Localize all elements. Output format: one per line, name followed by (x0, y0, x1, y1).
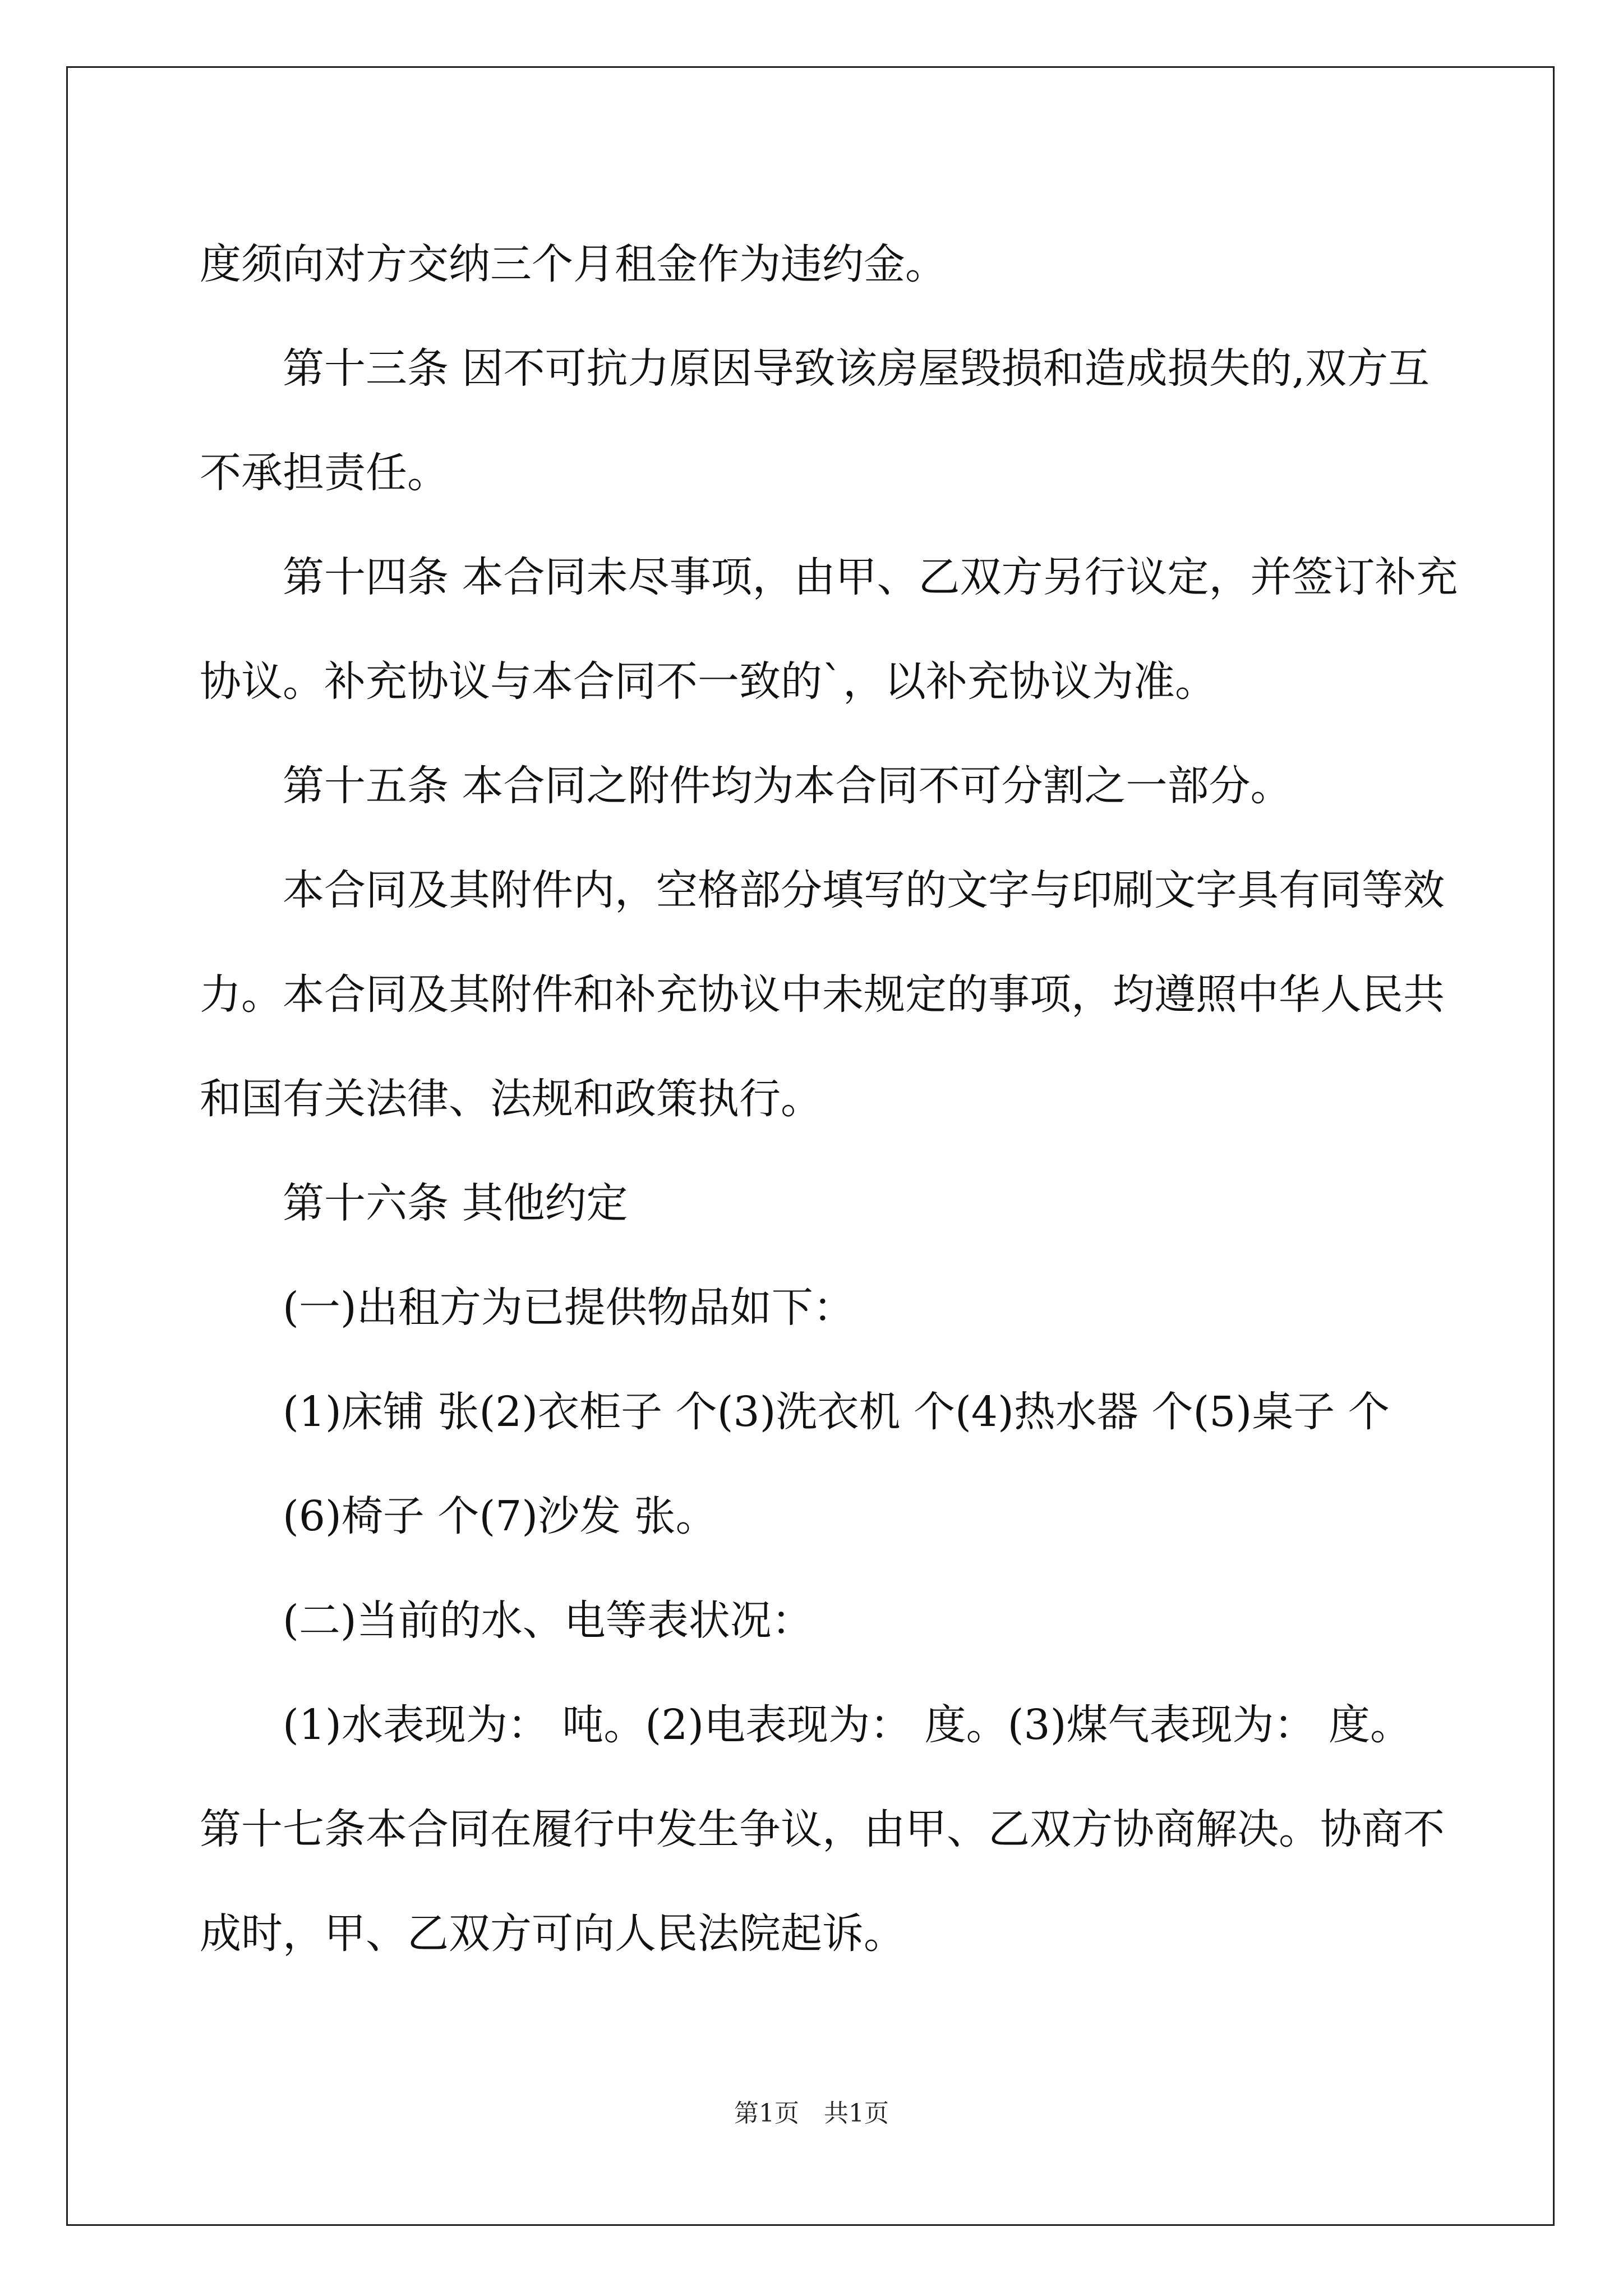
text-line-2: 第十三条 因不可抗力原因导致该房屋毁损和造成损失的,双方互 (283, 344, 1430, 393)
text-line-14: (二)当前的水、电等表状况： (283, 1596, 813, 1645)
text-line-17: 成时，甲、乙双方可向人民法院起诉。 (200, 1910, 905, 1958)
page-footer (0, 2097, 1623, 2131)
text-line-16: 第十七条本合同在履行中发生争议，由甲、乙双方协商解决。协商不 (200, 1805, 1445, 1853)
text-line-13: (6)椅子 个(7)沙发 张。 (283, 1492, 717, 1540)
text-line-11: (一)出租方为已提供物品如下： (283, 1283, 855, 1332)
text-line-8: 力。本合同及其附件和补充协议中未规定的事项，均遵照中华人民共 (200, 970, 1445, 1019)
text-line-7: 本合同及其附件内，空格部分填写的文字与印刷文字具有同等效 (283, 866, 1445, 914)
text-line-6: 第十五条 本合同之附件均为本合同不可分割之一部分。 (283, 762, 1292, 810)
text-line-10: 第十六条 其他约定 (283, 1179, 628, 1227)
text-line-15: (1)水表现为： 吨。(2)电表现为： 度。(3)煤气表现为： 度。 (283, 1701, 1412, 1749)
page-number-current: 第1页 (734, 2099, 799, 2128)
text-line-4: 第十四条 本合同未尽事项，由甲、乙双方另行议定，并签订补充 (283, 553, 1458, 601)
text-line-12: (1)床铺 张(2)衣柜子 个(3)洗衣机 个(4)热水器 个(5)桌子 个 (283, 1388, 1390, 1436)
text-line-3: 不承担责任。 (200, 449, 449, 497)
document-body (200, 212, 1458, 1986)
page-number-total: 共1页 (824, 2099, 889, 2128)
text-line-9: 和国有关法律、法规和政策执行。 (200, 1075, 822, 1123)
text-line-5: 协议。补充协议与本合同不一致的`，以补充协议为准。 (200, 657, 1216, 706)
text-line-1: 度须向对方交纳三个月租金作为违约金。 (200, 240, 947, 288)
